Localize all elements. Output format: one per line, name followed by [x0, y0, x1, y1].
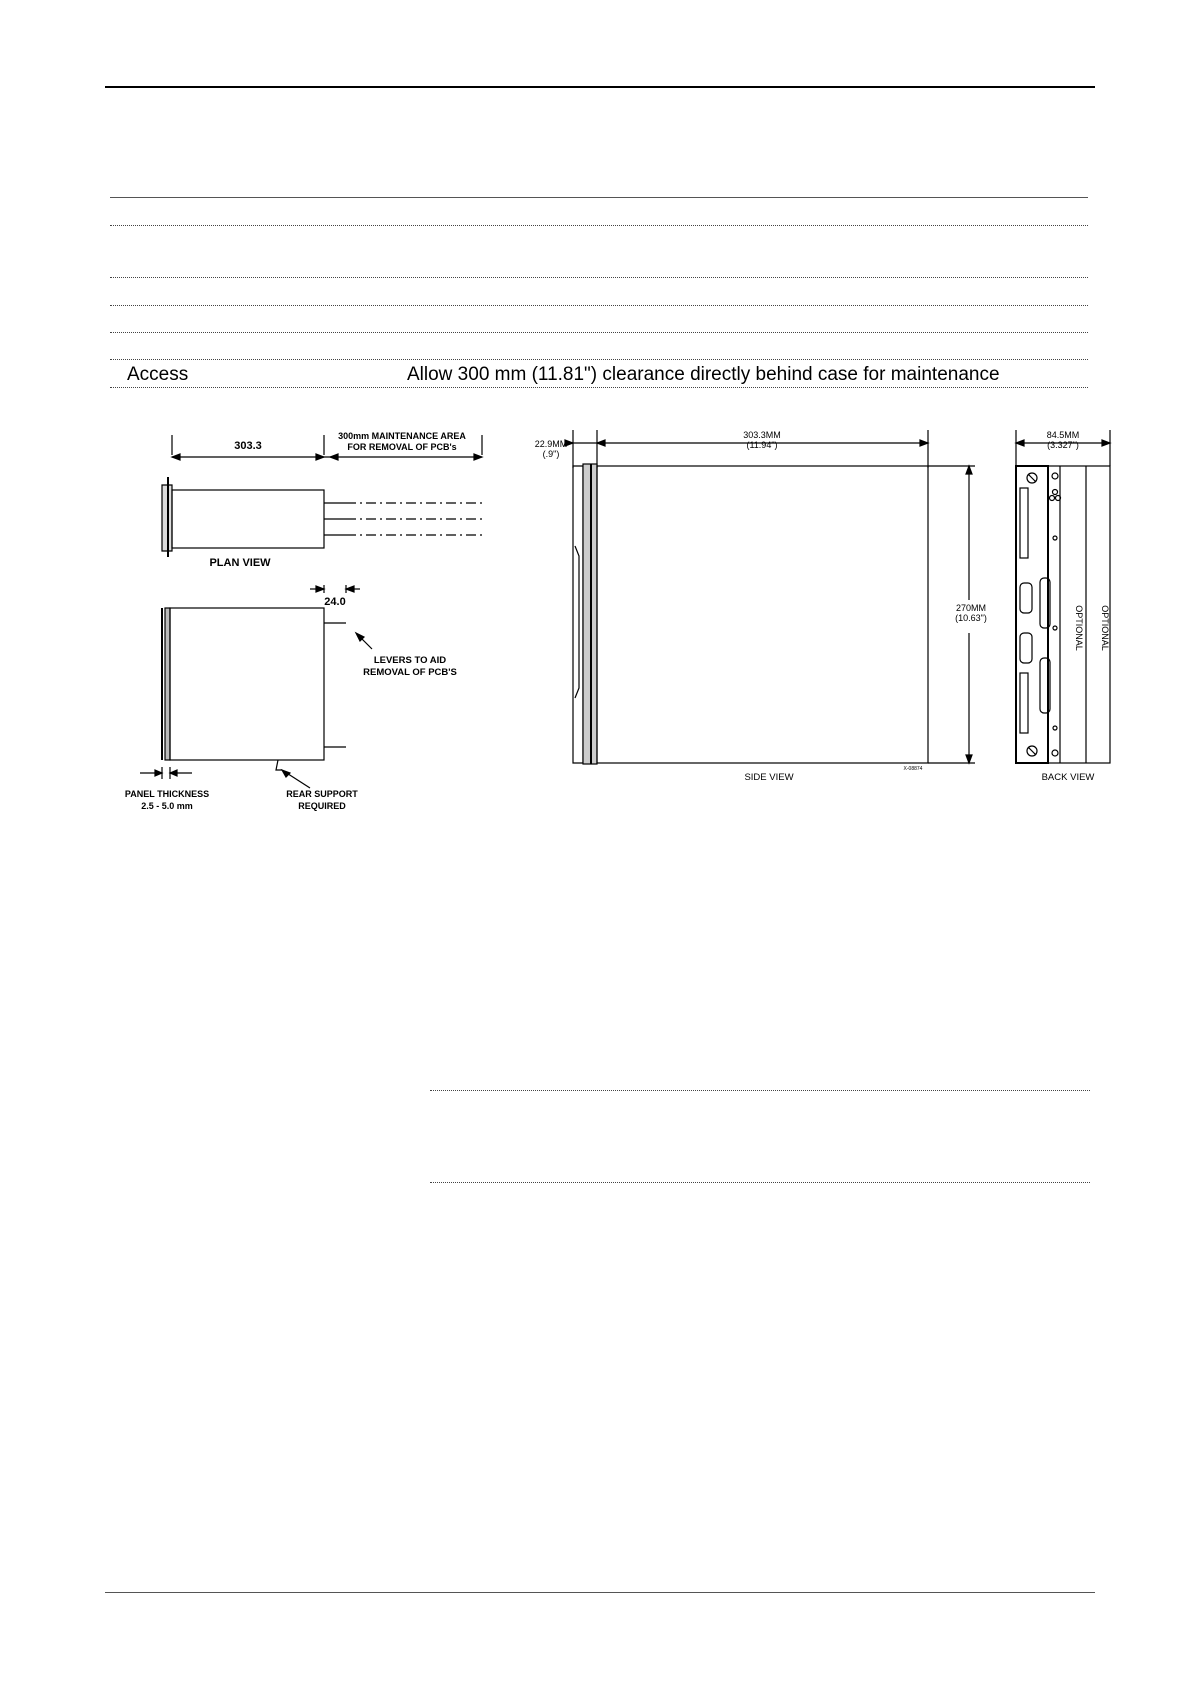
side-depth-dim-mm: 303.3MM — [743, 430, 781, 440]
side-front-dim-in: (.9") — [542, 449, 560, 459]
table-bottom-rule — [110, 387, 1088, 388]
optional-label-1: OPTIONAL — [1074, 605, 1084, 651]
levers-label-1: LEVERS TO AID — [373, 655, 447, 666]
back-view-drawing — [1010, 428, 1120, 788]
back-view-label: BACK VIEW — [1041, 772, 1095, 783]
side-height-dim-mm: 270MM — [955, 603, 987, 613]
table-row-divider — [110, 359, 1088, 360]
table-row-divider — [110, 332, 1088, 333]
table-row-divider — [110, 225, 1088, 226]
plan-view-label: PLAN VIEW — [209, 557, 271, 569]
side-view-label: SIDE VIEW — [744, 772, 794, 783]
rear-support-label-1: REAR SUPPORT — [286, 789, 358, 799]
side-front-dim-mm: 22.9MM — [534, 439, 568, 449]
plan-view-drawing — [110, 425, 490, 825]
side-depth-dim-in: (11.94") — [746, 440, 778, 450]
access-value: Allow 300 mm (11.81") clearance directly behind case for maintenance — [407, 364, 1000, 385]
footer-rule — [105, 1592, 1095, 1593]
table-row-divider — [110, 277, 1088, 278]
optional-label-2: OPTIONAL — [1100, 605, 1110, 651]
table-row-divider — [110, 305, 1088, 306]
side-height-dim-in: (10.63") — [955, 613, 987, 623]
rear-support-label-2: REQUIRED — [298, 801, 346, 811]
back-width-dim-mm: 84.5MM — [1046, 430, 1080, 440]
header-rule — [105, 86, 1095, 88]
side-view-drawing — [525, 428, 995, 788]
drawing-ref: X-08874 — [903, 766, 923, 772]
table-top-rule — [110, 197, 1088, 198]
levers-label-2: REMOVAL OF PCB'S — [363, 667, 457, 678]
maintenance-label-2: FOR REMOVAL OF PCB's — [347, 442, 457, 452]
access-label: Access — [127, 364, 189, 385]
panel-thickness-label-2: 2.5 - 5.0 mm — [141, 801, 193, 811]
dim-303-label: 303.3 — [234, 440, 262, 452]
panel-thickness-label-1: PANEL THICKNESS — [124, 789, 210, 799]
block-top-rule — [430, 1090, 1090, 1091]
maintenance-label-1: 300mm MAINTENANCE AREA — [338, 431, 466, 441]
block-bottom-rule — [430, 1182, 1090, 1183]
dim-24-label: 24.0 — [324, 596, 346, 608]
back-width-dim-in: (3.327") — [1047, 440, 1079, 450]
